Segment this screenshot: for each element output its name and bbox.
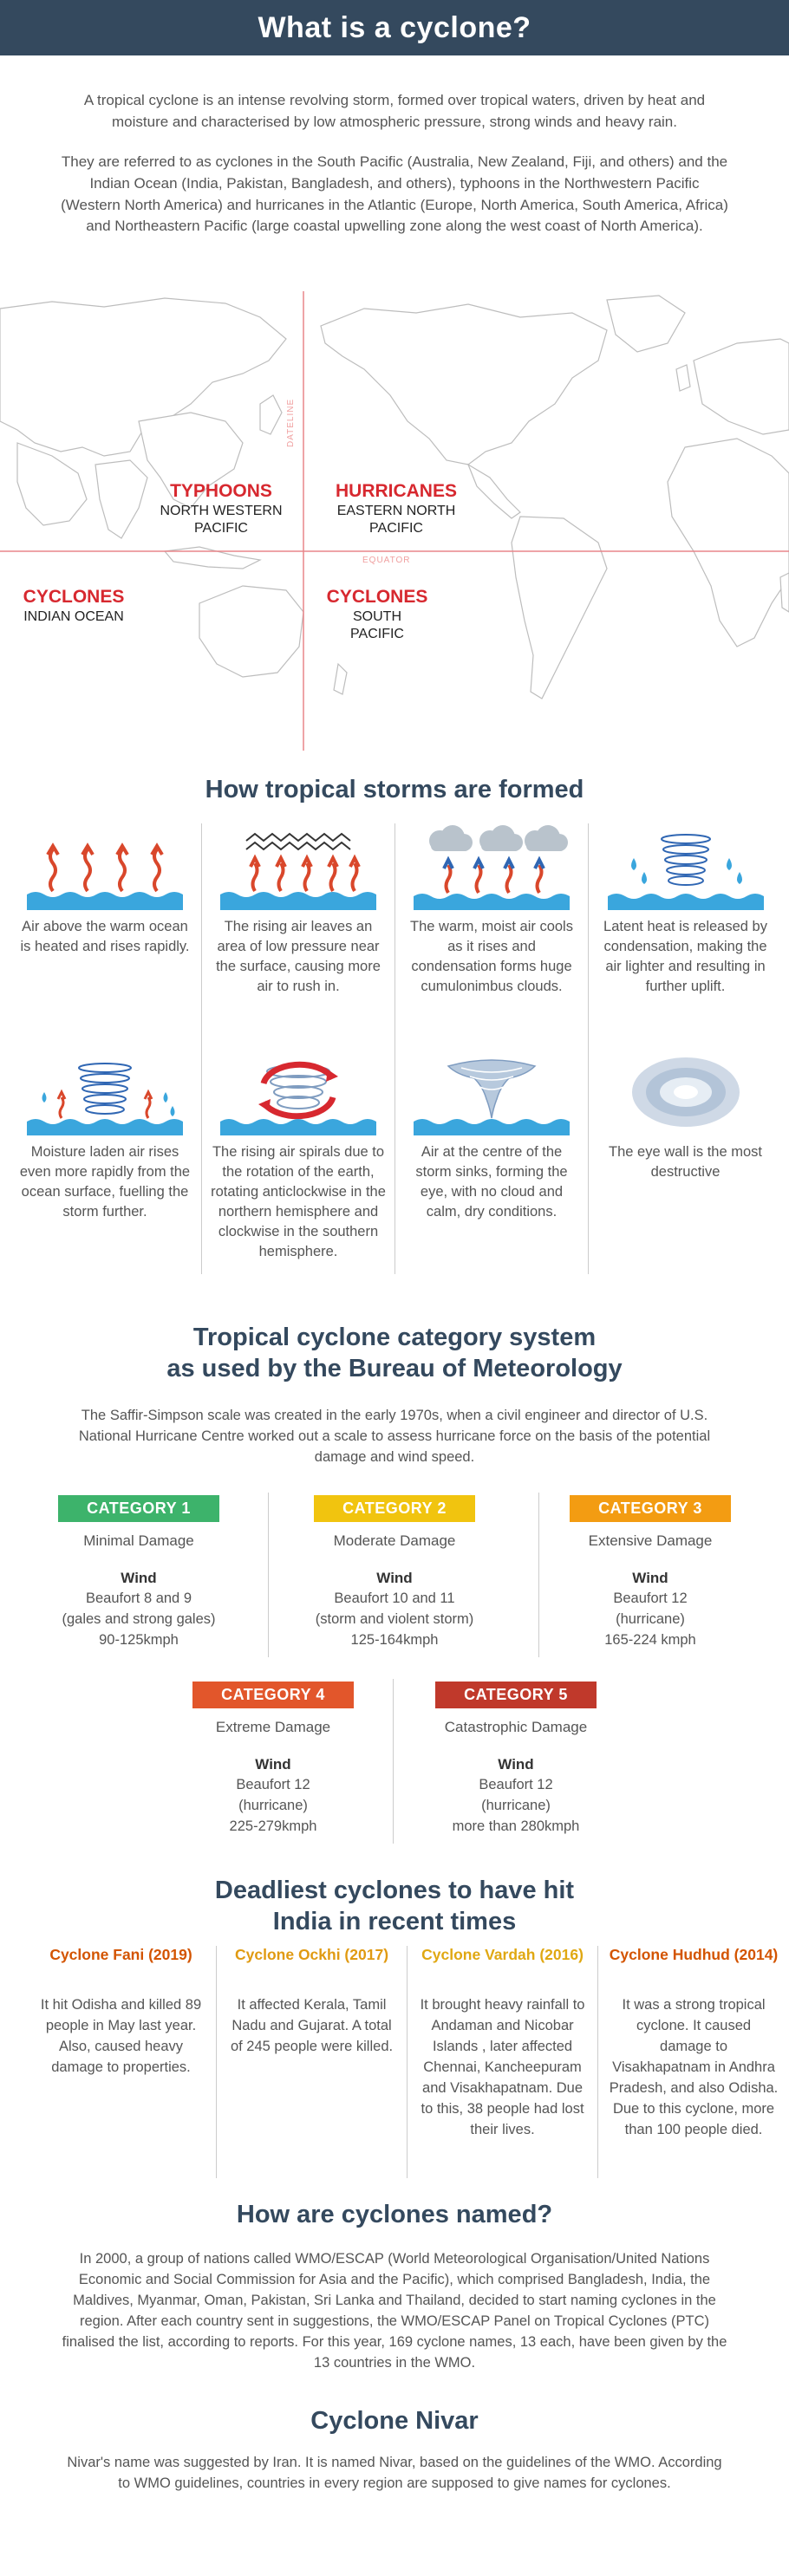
cyclone-description: It hit Odisha and killed 89 people in May last year. Also, caused heavy damage to properties. <box>40 1997 202 2075</box>
dateline-label: DATELINE <box>286 398 296 447</box>
category-4 <box>165 1682 381 1838</box>
category-row-1 <box>0 1495 789 1651</box>
category-wind-3: more than 280kmph <box>452 1818 580 1835</box>
region-typhoons <box>152 480 290 537</box>
category-5 <box>408 1682 624 1838</box>
deadliest-grid <box>0 1946 789 2178</box>
category-damage: Extreme Damage <box>215 1719 331 1735</box>
category-2 <box>264 1495 525 1651</box>
formation-step-text: The warm, moist air cools as it rises and condensation forms huge cumulonimbus clouds. <box>410 919 573 995</box>
category-wind-2: (storm and violent storm) <box>315 1611 474 1628</box>
deadliest-item <box>217 1946 408 2178</box>
category-damage: Moderate Damage <box>333 1532 456 1549</box>
category-wind-3: 90-125kmph <box>99 1632 179 1649</box>
category-damage: Minimal Damage <box>83 1532 194 1549</box>
intro-paragraph-1: A tropical cyclone is an intense revolving storm, formed over tropical waters, driven by heat and moisture and characterised by low atmospheric pressure, strong winds and heavy rain. <box>83 92 706 130</box>
category-damage: Catastrophic Damage <box>444 1719 588 1735</box>
formation-row-2 <box>0 1049 789 1274</box>
intro-section <box>0 55 789 237</box>
deadliest-item <box>26 1946 217 2178</box>
eye-wall-icon <box>608 1049 764 1135</box>
category-wind-label: Wind <box>255 1755 291 1773</box>
region-name: TYPHOONS <box>170 481 272 501</box>
cyclone-name: Cyclone Fani (2019) <box>49 1946 192 1963</box>
category-divider <box>268 1493 269 1657</box>
formation-step-text: The eye wall is the most destructive <box>609 1144 762 1181</box>
naming-text: In 2000, a group of nations called WMO/ESCAP (World Meteorological Organisation/United Nations Economic and Social Commission for Asia and the Pacific), which comprised Bangladesh, India, the Maldives, Myanmar, Oman, Pakistan, Sri Lanka and Thailand, decided to start naming cyclones in the region. After each country sent in suggestions, the WMO/ESCAP Panel on Tropical Cyclones (PTC) finalised the list, according to reports. For this year, 169 cyclone names, 13 each, have been given by the 13 countries in the WMO. <box>62 2251 727 2371</box>
category-wind-label: Wind <box>376 1569 413 1586</box>
category-wind-1: Beaufort 12 <box>236 1777 310 1793</box>
category-damage: Extensive Damage <box>588 1532 713 1549</box>
category-wind-label: Wind <box>498 1755 534 1773</box>
category-wind-2: (hurricane) <box>616 1611 685 1628</box>
category-wind-3: 125-164kmph <box>350 1632 439 1649</box>
category-wind-1: Beaufort 8 and 9 <box>85 1590 192 1607</box>
category-description: The Saffir-Simpson scale was created in the early 1970s, when a civil engineer and director of U.S. National Hurricane Centre worked out a scale to assess hurricane force on the basis of the potential damage and wind speed. <box>78 1408 711 1465</box>
formation-step-text: Moisture laden air rises even more rapidly from the ocean surface, fuelling the storm further. <box>19 1144 191 1220</box>
formation-step-text: The rising air spirals due to the rotation of the earth, rotating anticlockwise in the northern hemisphere and clockwise in the southern hemisphere. <box>211 1144 386 1260</box>
cyclone-name: Cyclone Hudhud (2014) <box>609 1946 779 1963</box>
cyclone-description: It brought heavy rainfall to Andaman and Nicobar Islands , later affected Chennai, Kancheepuram and Visakhapatnam. Due to this, 38 people had lost their lives. <box>420 1997 585 2137</box>
category-title-line-1: Tropical cyclone category system <box>192 1324 597 1351</box>
category-title <box>0 1322 789 1385</box>
category-badge: CATEGORY 5 <box>435 1682 597 1708</box>
cyclone-description: It affected Kerala, Tamil Nadu and Gujarat. A total of 245 people were killed. <box>230 1997 394 2054</box>
page-title: What is a cyclone? <box>258 10 531 44</box>
low-pressure-icon <box>220 823 376 910</box>
formation-step-text: Latent heat is released by condensation, making the air lighter and resulting in further uplift. <box>603 919 767 995</box>
deadliest-title <box>0 1875 789 1938</box>
nivar-title: Cyclone Nivar <box>310 2407 479 2435</box>
category-badge: CATEGORY 3 <box>570 1495 731 1522</box>
latent-heat-icon <box>608 823 764 910</box>
warm-air-rising-icon <box>27 823 183 910</box>
moisture-laden-air-icon <box>27 1049 183 1135</box>
naming-title: How are cyclones named? <box>236 2201 553 2228</box>
formation-title: How tropical storms are formed <box>205 776 584 803</box>
category-divider <box>393 1679 394 1844</box>
cumulonimbus-clouds-icon <box>414 823 570 910</box>
region-sub: INDIAN OCEAN <box>23 609 124 625</box>
formation-step <box>395 1049 589 1274</box>
category-row-2 <box>0 1682 789 1838</box>
category-badge: CATEGORY 2 <box>314 1495 475 1522</box>
formation-step-text: Air at the centre of the storm sinks, forming the eye, with no cloud and calm, dry conditions. <box>415 1144 568 1220</box>
region-name: CYCLONES <box>326 587 428 607</box>
region-sub: SOUTH PACIFIC <box>350 609 404 642</box>
category-wind-2: (hurricane) <box>238 1798 308 1814</box>
region-cyclones-south-pacific <box>325 586 429 643</box>
category-divider <box>538 1493 539 1657</box>
world-map <box>0 291 789 751</box>
category-title-line-2: as used by the Bureau of Meteorology <box>166 1355 623 1383</box>
category-1 <box>13 1495 264 1651</box>
intro-paragraph-2: They are referred to as cyclones in the South Pacific (Australia, New Zealand, Fiji, and others) and the Indian Ocean (India, Pakistan, Bangladesh, and others), typhoons in the Northwestern Pacific (Western North America) and hurricanes in the Atlantic (Europe, North America, South America, Africa) and Northeastern Pacific (large coastal upwelling zone along the west coast of North America). <box>61 153 728 235</box>
formation-grid <box>0 823 789 1274</box>
storm-eye-icon <box>414 1049 570 1135</box>
category-wind-2: (hurricane) <box>481 1798 551 1814</box>
equator-label: EQUATOR <box>362 556 411 565</box>
category-3 <box>525 1495 776 1651</box>
deadliest-title-line-2: India in recent times <box>272 1908 517 1936</box>
category-wind-1: Beaufort 12 <box>479 1777 553 1793</box>
category-wind-1: Beaufort 10 and 11 <box>334 1590 455 1607</box>
region-cyclones-indian <box>22 586 126 626</box>
formation-step <box>202 1049 395 1274</box>
formation-step-text: Air above the warm ocean is heated and rises rapidly. <box>20 919 190 955</box>
region-name: CYCLONES <box>23 587 125 607</box>
category-wind-2: (gales and strong gales) <box>62 1611 216 1628</box>
region-sub: NORTH WESTERN PACIFIC <box>160 504 283 537</box>
region-sub: EASTERN NORTH PACIFIC <box>336 504 456 537</box>
cyclone-name: Cyclone Ockhi (2017) <box>235 1946 389 1963</box>
deadliest-item <box>408 1946 598 2178</box>
formation-step <box>9 1049 202 1274</box>
category-wind-3: 165-224 kmph <box>604 1632 696 1649</box>
formation-step <box>9 823 202 1049</box>
spiral-rotation-icon <box>220 1049 376 1135</box>
nivar-text: Nivar's name was suggested by Iran. It is named Nivar, based on the guidelines of the WMO. According to WMO guidelines, countries in every region are supposed to give names for cyclones. <box>67 2455 722 2491</box>
region-name: HURRICANES <box>335 481 457 501</box>
header-bar <box>0 0 789 55</box>
cyclone-name: Cyclone Vardah (2016) <box>421 1946 584 1963</box>
category-badge: CATEGORY 4 <box>192 1682 354 1708</box>
category-wind-label: Wind <box>121 1569 157 1586</box>
formation-step <box>395 823 589 1049</box>
region-hurricanes <box>323 480 470 537</box>
formation-step <box>589 1049 782 1274</box>
deadliest-title-line-1: Deadliest cyclones to have hit <box>214 1877 575 1904</box>
cyclone-description: It was a strong tropical cyclone. It caused damage to Visakhapatnam in Andhra Pradesh, and also Odisha. Due to this cyclone, more than 100 people died. <box>609 1997 779 2137</box>
formation-step <box>589 823 782 1049</box>
formation-step-text: The rising air leaves an area of low pressure near the surface, causing more air to rush in. <box>216 919 381 995</box>
category-wind-1: Beaufort 12 <box>613 1590 688 1607</box>
deadliest-item <box>598 1946 789 2178</box>
category-badge: CATEGORY 1 <box>58 1495 219 1522</box>
category-wind-label: Wind <box>632 1569 668 1586</box>
formation-step <box>202 823 395 1049</box>
category-wind-3: 225-279kmph <box>229 1818 317 1835</box>
formation-row-1 <box>0 823 789 1049</box>
